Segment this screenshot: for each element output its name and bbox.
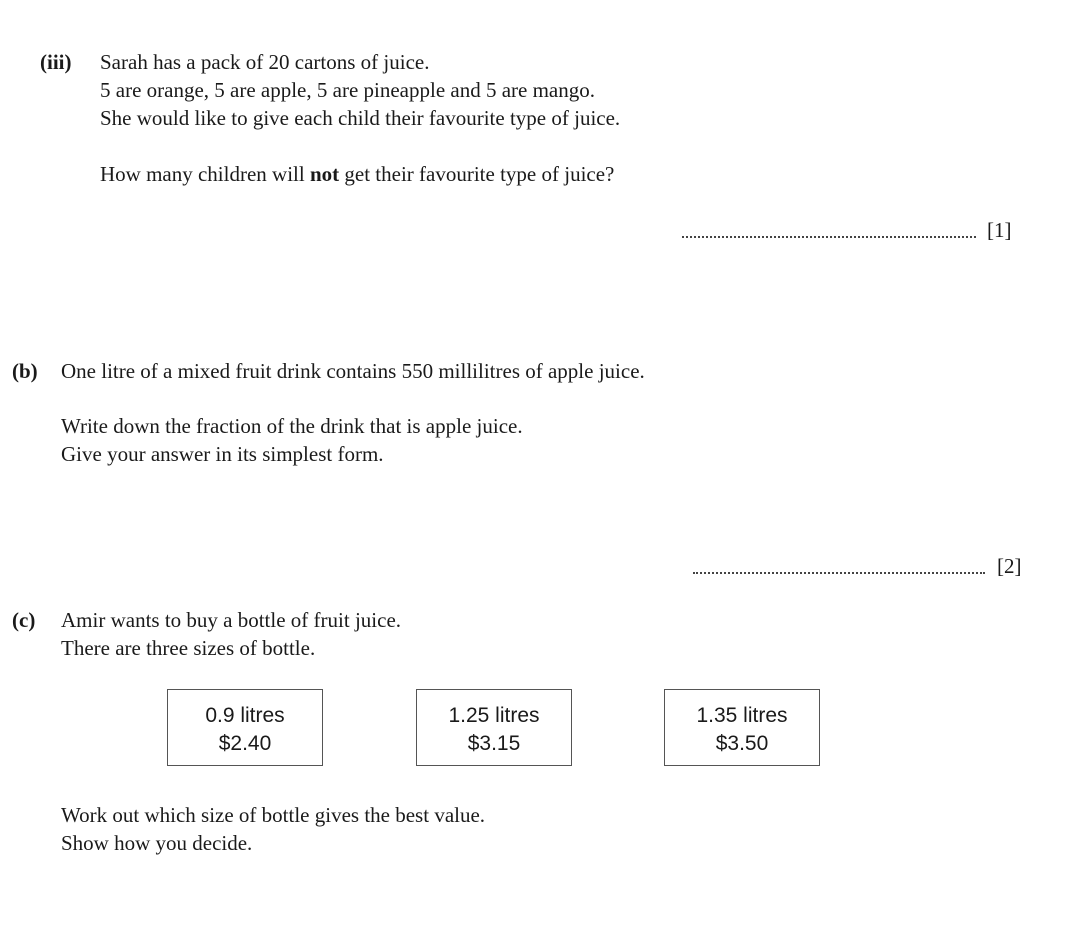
part-iii-question bbox=[100, 160, 614, 188]
part-b-line-3: Give your answer in its simplest form. bbox=[61, 442, 384, 466]
bottle-box-small bbox=[167, 689, 323, 766]
bottle-price: $2.40 bbox=[218, 732, 272, 755]
part-c-label: (c) bbox=[12, 608, 36, 632]
bottle-price: $3.15 bbox=[467, 732, 521, 755]
part-iii-label: (iii) bbox=[40, 50, 72, 74]
part-c-line-1: Amir wants to buy a bottle of fruit juice. bbox=[61, 608, 402, 632]
part-iii-answer-line[interactable] bbox=[682, 236, 976, 238]
part-b-answer-line[interactable] bbox=[693, 572, 985, 574]
bottle-box-large bbox=[664, 689, 820, 766]
bottle-size: 0.9 litres bbox=[205, 704, 285, 727]
part-c-line-2: There are three sizes of bottle. bbox=[61, 636, 316, 660]
bottle-price: $3.50 bbox=[715, 732, 769, 755]
part-b-line-1: One litre of a mixed fruit drink contains 550 millilitres of apple juice. bbox=[61, 359, 645, 383]
part-c-line-4: Show how you decide. bbox=[61, 831, 253, 855]
part-b-label: (b) bbox=[12, 359, 38, 383]
part-iii-line-1: Sarah has a pack of 20 cartons of juice. bbox=[100, 50, 430, 74]
part-b-line-2: Write down the fraction of the drink that is apple juice. bbox=[61, 414, 523, 438]
bottle-size: 1.25 litres bbox=[448, 704, 540, 727]
part-b-marks: [2] bbox=[997, 554, 1022, 578]
part-iii-line-2: 5 are orange, 5 are apple, 5 are pineapple and 5 are mango. bbox=[100, 78, 596, 102]
part-iii-question-end: get their favourite type of juice? bbox=[339, 162, 615, 186]
part-iii-line-3: She would like to give each child their favourite type of juice. bbox=[100, 106, 621, 130]
part-iii-question-emphasis: not bbox=[309, 162, 340, 186]
part-iii-question-start: How many children will bbox=[100, 162, 310, 186]
bottle-box-medium bbox=[416, 689, 572, 766]
bottle-size: 1.35 litres bbox=[696, 704, 788, 727]
part-iii-marks: [1] bbox=[987, 218, 1012, 242]
part-c-line-3: Work out which size of bottle gives the best value. bbox=[61, 803, 486, 827]
